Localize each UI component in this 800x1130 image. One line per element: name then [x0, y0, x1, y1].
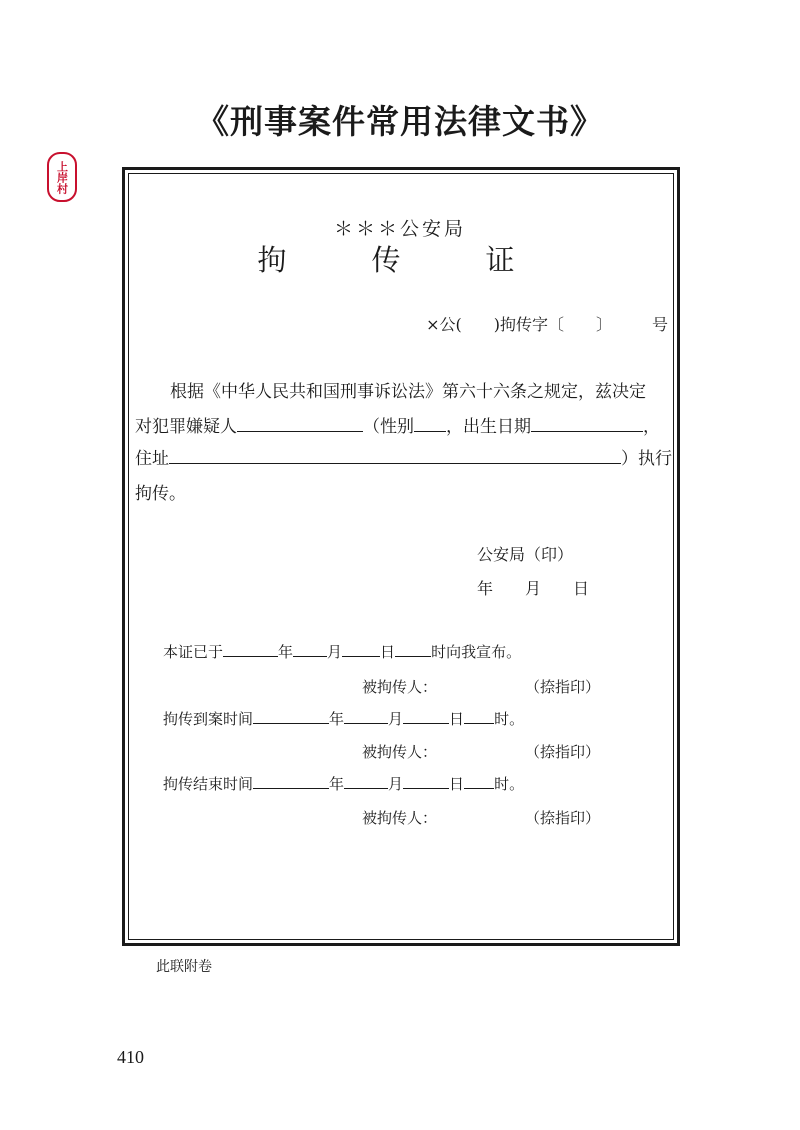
notice-hour-unit: 时向我宣布。: [431, 643, 522, 661]
end-month-blank[interactable]: [344, 774, 388, 789]
document-title: 拘 传 证: [257, 243, 543, 277]
end-day-blank[interactable]: [403, 774, 449, 789]
paragraph-line-4: 拘传。: [135, 484, 186, 504]
arrival-hour-unit: 时。: [494, 710, 525, 728]
signer-label-1: 被拘传人：: [362, 678, 438, 696]
end-hour-unit: 时。: [494, 775, 525, 793]
notice-day-blank[interactable]: [342, 642, 380, 657]
suspect-label: 对犯罪嫌疑人: [135, 417, 237, 437]
document-number: ×公( )拘传字〔 〕 号: [426, 315, 668, 334]
execute-label: ）执行: [621, 449, 672, 469]
paragraph-line-2: [135, 412, 660, 437]
thumbprint-3: （捺指印）: [525, 809, 601, 827]
copy-note: 此联附卷: [156, 959, 212, 975]
arrival-hour-blank[interactable]: [464, 709, 494, 724]
comma: ，: [643, 417, 660, 437]
seal-stamp: [47, 152, 77, 202]
thumbprint-1: （捺指印）: [525, 678, 601, 696]
seal-text: 上岸村: [55, 160, 69, 194]
end-label: 拘传结束时间: [163, 775, 254, 793]
issue-date-line: 年 月 日: [477, 579, 590, 598]
notice-day-unit: 日: [380, 643, 396, 661]
end-month-unit: 月: [388, 775, 404, 793]
book-title: 《刑事案件常用法律文书》: [196, 102, 604, 141]
notice-month-unit: 月: [327, 643, 343, 661]
end-time-line: [163, 773, 524, 794]
arrival-year-unit: 年: [329, 710, 345, 728]
arrival-label: 拘传到案时间: [163, 710, 254, 728]
arrival-day-unit: 日: [449, 710, 465, 728]
thumbprint-2: （捺指印）: [525, 743, 601, 761]
notice-year-blank[interactable]: [223, 642, 278, 657]
birthdate-label: ，出生日期: [446, 417, 531, 437]
arrival-month-blank[interactable]: [344, 709, 388, 724]
notice-line: [163, 641, 521, 662]
notice-month-blank[interactable]: [293, 642, 327, 657]
birthdate-blank[interactable]: [531, 414, 643, 432]
signer-label-2: 被拘传人：: [362, 743, 438, 761]
end-hour-blank[interactable]: [464, 774, 494, 789]
signer-label-3: 被拘传人：: [362, 809, 438, 827]
gender-blank[interactable]: [414, 414, 446, 432]
arrival-year-blank[interactable]: [253, 709, 329, 724]
notice-year-unit: 年: [278, 643, 294, 661]
notice-label: 本证已于: [163, 643, 224, 661]
arrival-month-unit: 月: [388, 710, 404, 728]
arrival-day-blank[interactable]: [403, 709, 449, 724]
address-label: 住址: [135, 449, 169, 469]
notice-hour-blank[interactable]: [395, 642, 431, 657]
agency-name: ＊＊＊公安局: [333, 218, 466, 240]
end-day-unit: 日: [449, 775, 465, 793]
arrival-time-line: [163, 708, 524, 729]
issuer-seal-line: 公安局（印）: [477, 545, 574, 564]
address-blank[interactable]: [169, 446, 621, 464]
paragraph-line-1: 根据《中华人民共和国刑事诉讼法》第六十六条之规定，兹决定: [170, 382, 646, 402]
page-number: 410: [117, 1047, 144, 1067]
paragraph-line-3: [135, 444, 672, 469]
end-year-blank[interactable]: [253, 774, 329, 789]
suspect-name-blank[interactable]: [237, 414, 363, 432]
gender-label: （性别: [363, 417, 414, 437]
end-year-unit: 年: [329, 775, 345, 793]
